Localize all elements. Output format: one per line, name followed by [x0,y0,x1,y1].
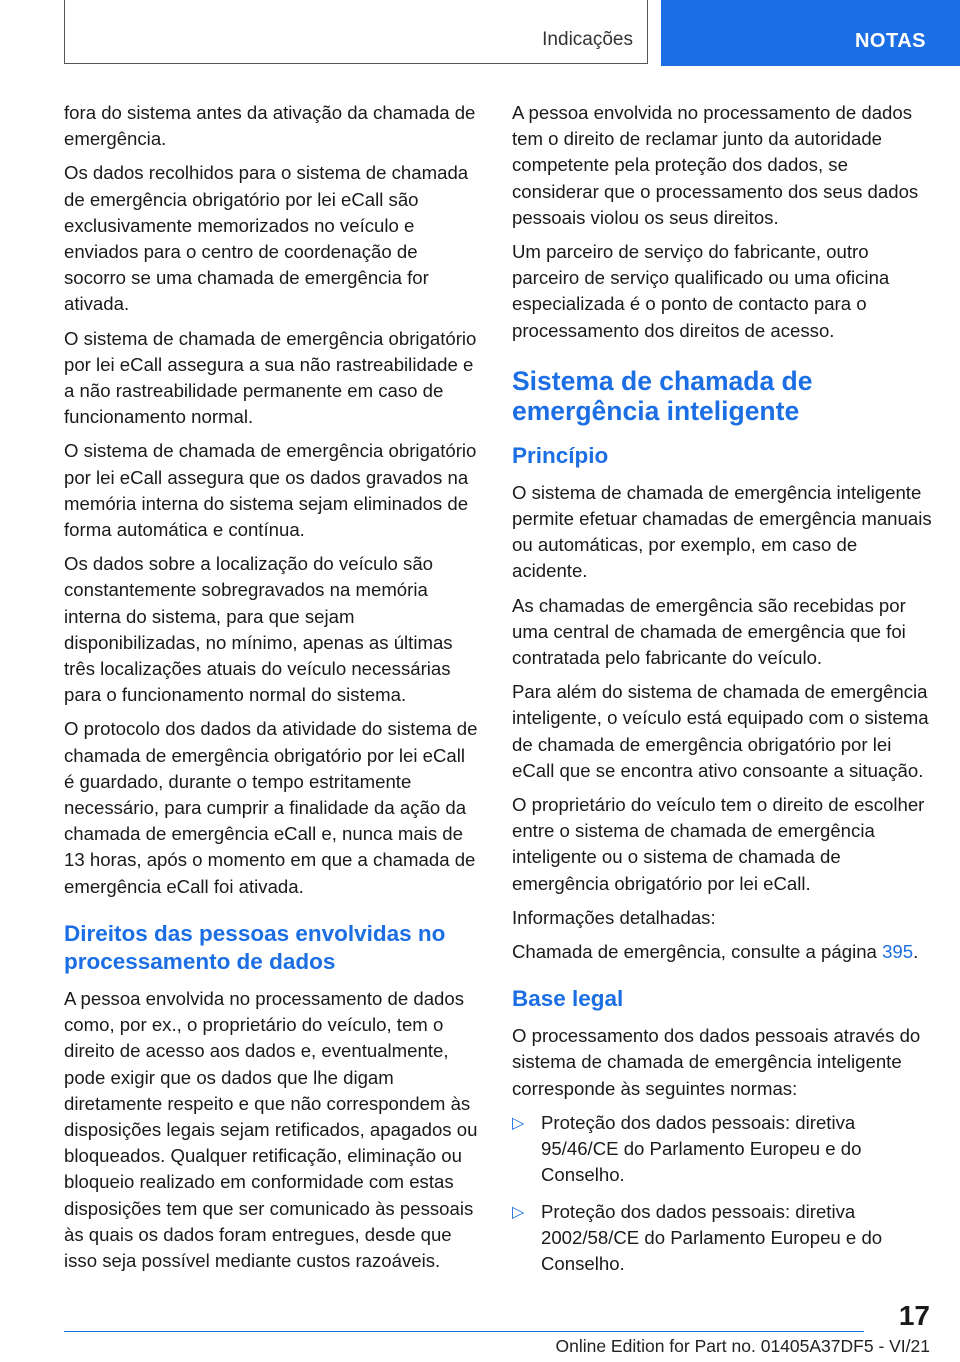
right-column [512,100,932,1287]
section-heading-rights: Direitos das pessoas envolvidas no processamento de dados [64,920,446,974]
paragraph: A pessoa envolvida no processamento de dados tem o direito de reclamar junto da autoridade competente pela proteção dos dados, se considerar que o processamento dos seus dados pessoais violou os seus direitos. [512,102,919,228]
paragraph: Informações detalhadas: [512,906,716,928]
paragraph: Os dados sobre a localização do veículo são constantemente sobregravados na memória interna do sistema, para que sejam disponibilizadas, no mínimo, apenas as últimas três localizações atuais do veículo necessárias para o funcionamento normal do sistema. [64,553,453,706]
paragraph: As chamadas de emergência são recebidas por uma central de chamada de emergência que foi contratada pelo fabricante do veículo. [512,594,906,669]
footer-divider [64,1331,864,1332]
paragraph: O sistema de chamada de emergência obrigatório por lei eCall assegura a sua não rastreabilidade e a não rastreabilidade permanente em caso de funcionamento normal. [64,327,477,428]
paragraph: Os dados recolhidos para o sistema de chamada de emergência obrigatório por lei eCall são exclusivamente memorizados no veículo e enviados para o centro de coordenação de socorro se uma chamada de emergência for ativada. [64,162,469,315]
paragraph: A pessoa envolvida no processamento de dados como, por ex., o proprietário do veículo, tem o direito de acesso aos dados e, eventualmente, pode exigir que os dados que lhe digam diretamente respeito e que não correspondem às disposições legais sejam retificados, apagados ou bloqueados. Qualquer retificação, eliminação ou bloqueio realizado em conformidade com estas disposições tem que ser comunicado às pessoais às quais os dados foram entregues, desde que isso seja possível mediante custos razoáveis. [64,987,478,1271]
list-item [512,1199,932,1278]
page-header [0,0,960,66]
reference-text: Chamada de emergência, consulte a página [512,941,883,963]
paragraph: O sistema de chamada de emergência inteligente permite efetuar chamadas de emergência manuais ou automáticas, por exemplo, em caso de acidente. [512,481,932,582]
paragraph: O proprietário do veículo tem o direito de escolher entre o sistema de chamada de emergência inteligente ou o sistema de chamada de emergência obrigatório por lei eCall. [512,794,925,894]
footer-edition: Online Edition for Part no. 01405A37DF5 - VI/21 [555,1336,930,1356]
subheading-legal-basis: Base legal [512,986,624,1012]
subheading-principle: Princípio [512,442,609,468]
paragraph: O sistema de chamada de emergência obrigatório por lei eCall assegura que os dados gravados na memória interna do sistema sejam eliminados de forma automática e contínua. [64,440,477,541]
paragraph: O protocolo dos dados da atividade do sistema de chamada de emergência obrigatório por lei eCall é guardado, durante o tempo estritamente necessário, para cumprir a finalidade da ação da chamada de emergência eCall e, nunca mais de 13 horas, após o momento em que a chamada de emergência eCall foi ativada. [64,718,478,897]
main-heading: Sistema de chamada de emergência inteligente [512,365,813,426]
section-title: Indicações [64,0,648,64]
paragraph: O processamento dos dados pessoais através do sistema de chamada de emergência inteligente corresponde às seguintes normas: [512,1025,921,1099]
list-item [512,1110,932,1189]
paragraph: Para além do sistema de chamada de emergência inteligente, o veículo está equipado com o sistema de chamada de emergência obrigatório por lei eCall que se encontra ativo consoante a situação. [512,681,929,781]
list-item-text: Proteção dos dados pessoais: diretiva 2002/58/CE do Parlamento Europeu e do Conselho. [541,1200,883,1274]
legal-list [512,1110,932,1277]
triangle-bullet-icon: ▷ [512,1203,525,1221]
page-reference [512,939,932,965]
left-column [64,100,480,1282]
paragraph: Um parceiro de serviço do fabricante, outro parceiro de serviço qualificado ou uma oficina especializada é o ponto de contacto para o processamento dos direitos de acesso. [512,241,890,341]
page-link[interactable]: 395 [882,941,914,963]
list-item-text: Proteção dos dados pessoais: diretiva 95/46/CE do Parlamento Europeu e do Conselho. [541,1111,862,1186]
paragraph: fora do sistema antes da ativação da chamada de emergência. [64,102,476,150]
chapter-tab[interactable]: NOTAS [661,0,960,66]
page-number: 17 [898,1300,930,1331]
triangle-bullet-icon: ▷ [512,1114,525,1132]
reference-end: . [913,941,919,963]
